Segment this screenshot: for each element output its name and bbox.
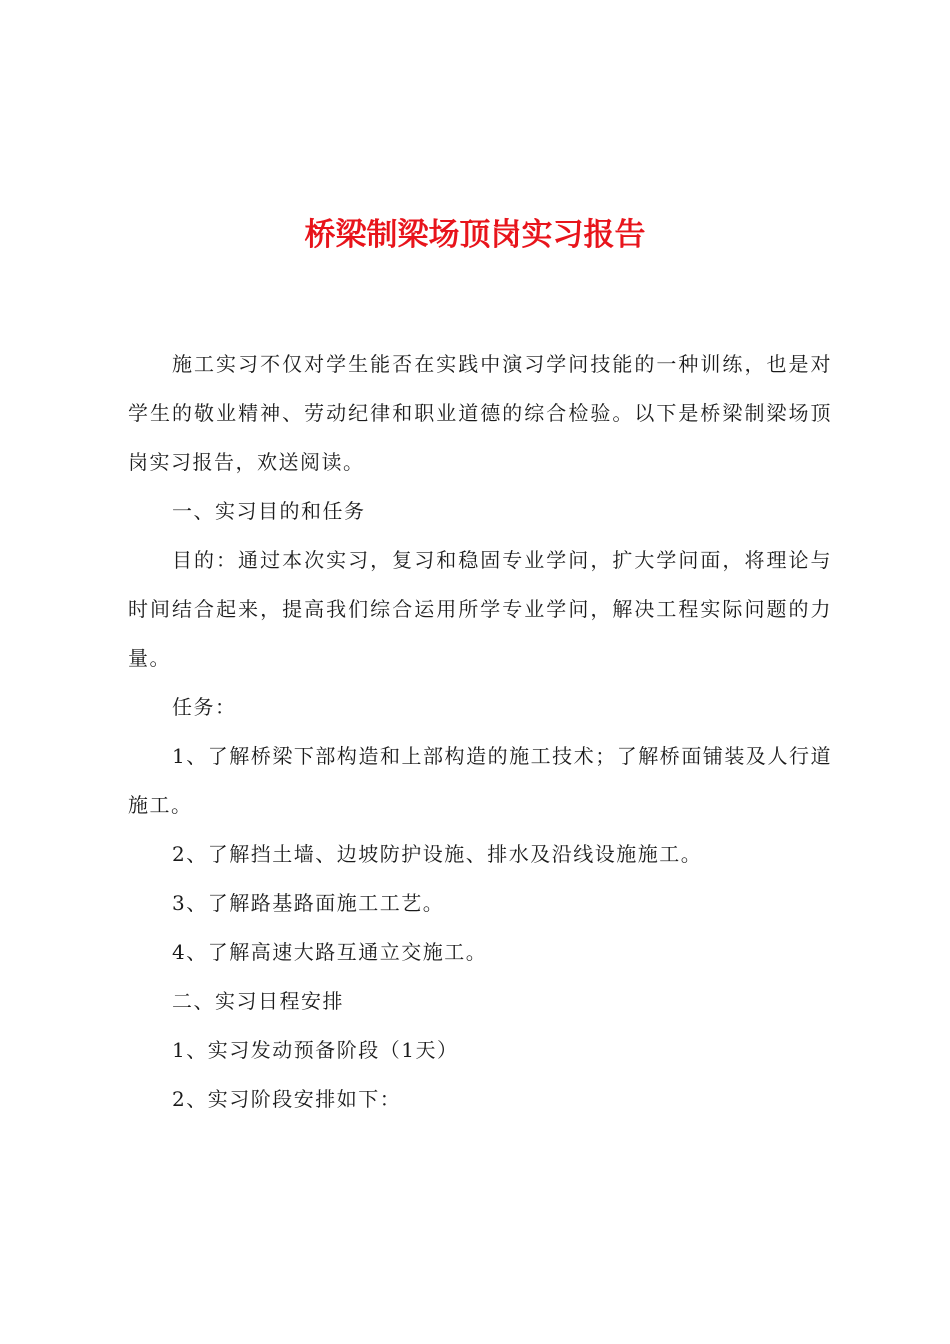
- task-item-2: 2、了解挡土墙、边坡防护设施、排水及沿线设施施工。: [172, 842, 703, 866]
- task-item-1: 1、了解桥梁下部构造和上部构造的施工技术；了解桥面铺装及人行道施工。: [128, 744, 832, 817]
- section-heading-schedule: 二、实习日程安排: [172, 989, 344, 1013]
- task-item-4: 4、了解高速大路互通立交施工。: [172, 940, 488, 964]
- tasks-label: 任务：: [172, 695, 237, 719]
- purpose-paragraph: 目的：通过本次实习，复习和稳固专业学问，扩大学问面，将理论与时间结合起来，提高我们综合运用所学专业学问，解决工程实际问题的力量。: [128, 548, 832, 670]
- schedule-item-2: 2、实习阶段安排如下：: [172, 1087, 402, 1111]
- section-heading-goals: 一、实习目的和任务: [172, 499, 366, 523]
- task-item-3: 3、了解路基路面施工工艺。: [172, 891, 445, 915]
- intro-paragraph: 施工实习不仅对学生能否在实践中演习学问技能的一种训练，也是对学生的敬业精神、劳动纪律和职业道德的综合检验。以下是桥梁制梁场顶岗实习报告，欢送阅读。: [128, 352, 832, 474]
- schedule-item-1: 1、实习发动预备阶段（1天）: [172, 1038, 459, 1062]
- document-body: [128, 340, 832, 1124]
- document-title: 桥梁制梁场顶岗实习报告: [304, 217, 646, 253]
